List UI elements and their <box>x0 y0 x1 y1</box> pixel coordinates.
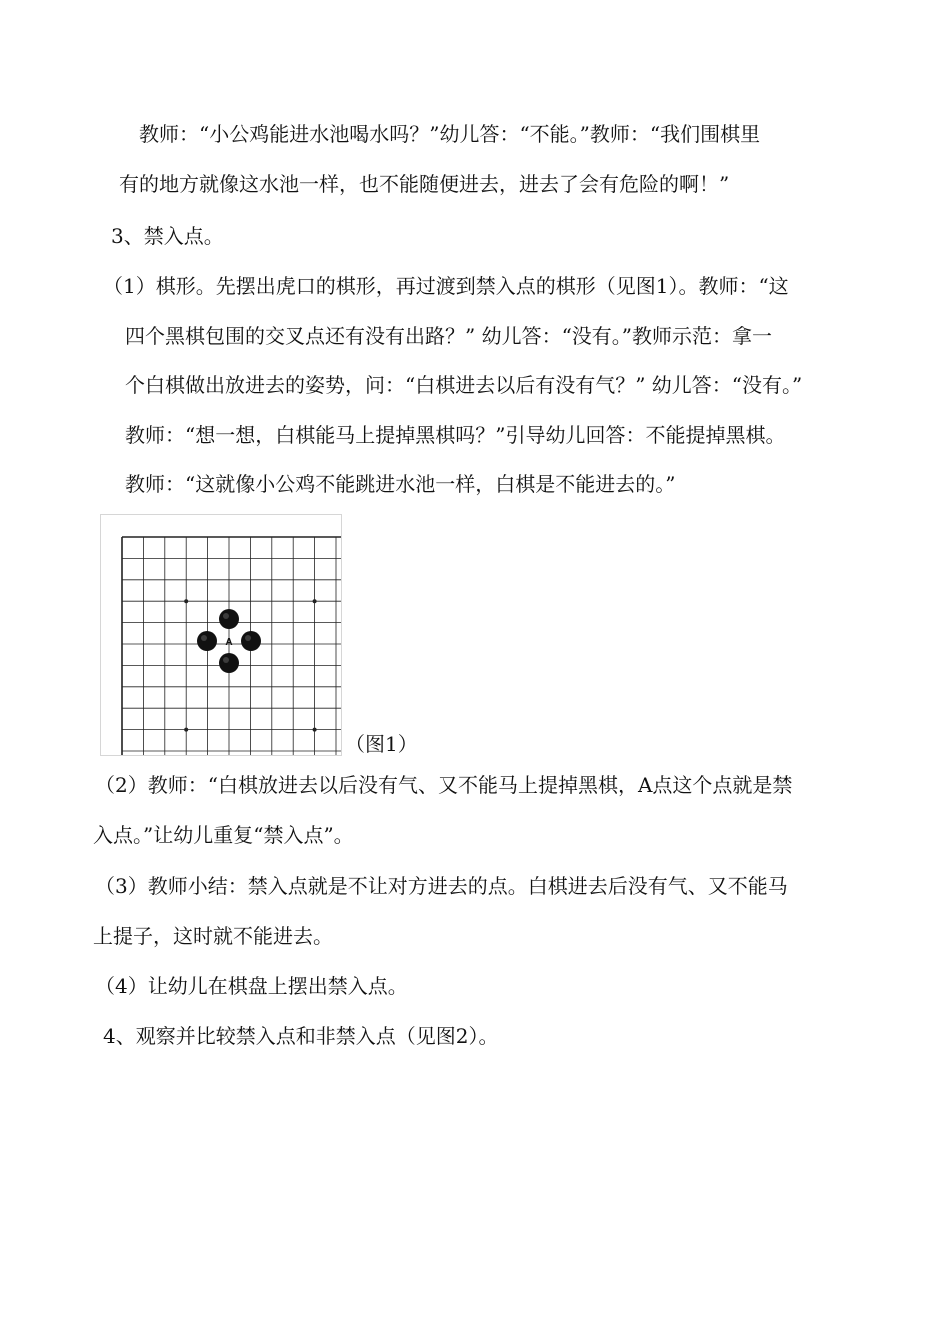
black-stone <box>219 653 239 673</box>
paragraph-line: 教师：“想一想，白棋能马上提掉黑棋吗？”引导幼儿回答：不能提掉黑棋。 <box>125 423 786 447</box>
stone-highlight <box>223 613 229 619</box>
paragraph-line: 有的地方就像这水池一样，也不能随便进去，进去了会有危险的啊！” <box>119 172 730 196</box>
star-point <box>184 599 188 603</box>
paragraph-line: （2）教师：“白棋放进去以后没有气、又不能马上提掉黑棋，A点这个点就是禁 <box>95 773 793 797</box>
go-board-diagram <box>101 515 341 755</box>
star-point <box>184 728 188 732</box>
paragraph-line: 个白棋做出放进去的姿势，问：“白棋进去以后有没有气？” 幼儿答：“没有。” <box>125 373 803 397</box>
stone-highlight <box>245 635 251 641</box>
black-stone <box>197 631 217 651</box>
paragraph-line: 教师：“这就像小公鸡不能跳进水池一样，白棋是不能进去的。” <box>125 472 676 496</box>
paragraph-line: （3）教师小结：禁入点就是不让对方进去的点。白棋进去后没有气、又不能马 <box>95 874 788 898</box>
figure-caption: （图1） <box>345 732 418 756</box>
black-stone <box>241 631 261 651</box>
star-point <box>313 599 317 603</box>
paragraph-line: 教师：“小公鸡能进水池喝水吗？”幼儿答：“不能。”教师：“我们围棋里 <box>139 122 761 146</box>
point-a-label: A <box>225 637 233 648</box>
section-heading: 4、观察并比较禁入点和非禁入点（见图2）。 <box>103 1024 499 1048</box>
paragraph-line: 入点。”让幼儿重复“禁入点”。 <box>93 823 354 847</box>
go-board-figure <box>100 514 342 756</box>
paragraph-line: （4）让幼儿在棋盘上摆出禁入点。 <box>95 974 408 998</box>
star-point <box>313 728 317 732</box>
paragraph-line: （1）棋形。先摆出虎口的棋形，再过渡到禁入点的棋形（见图1）。教师：“这 <box>103 274 789 298</box>
black-stone <box>219 609 239 629</box>
stone-highlight <box>201 635 207 641</box>
section-heading: 3、禁入点。 <box>111 224 224 248</box>
paragraph-line: 四个黑棋包围的交叉点还有没有出路？” 幼儿答：“没有。”教师示范：拿一 <box>125 324 773 348</box>
stone-highlight <box>223 657 229 663</box>
paragraph-line: 上提子，这时就不能进去。 <box>93 924 333 948</box>
